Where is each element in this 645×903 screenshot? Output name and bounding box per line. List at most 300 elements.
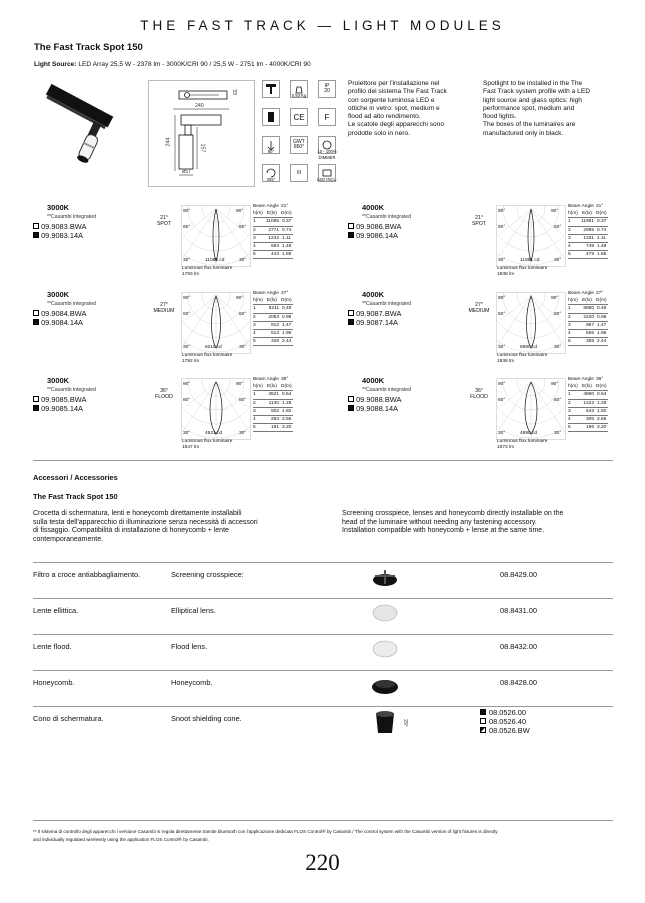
accessory-code xyxy=(500,642,537,651)
col-e: E(lx) xyxy=(267,211,277,217)
code-white xyxy=(348,309,401,318)
dimmer-label: DIMMER xyxy=(318,155,336,160)
cell-h: 2 xyxy=(253,227,256,233)
col-e: E(lx) xyxy=(582,211,592,217)
cell-d: 0.74 xyxy=(597,227,607,233)
color-temp: 4000K xyxy=(362,290,385,299)
divider xyxy=(33,820,613,821)
polar-60-left: 60° xyxy=(183,312,191,317)
table-row xyxy=(568,400,608,408)
table-row xyxy=(253,408,293,416)
product-code: 09.9085.BWA xyxy=(41,395,87,404)
col-h: h(m) xyxy=(253,384,263,390)
polar-30-left: 30° xyxy=(183,345,191,350)
cell-h: 5 xyxy=(568,425,571,431)
light-source-value: LED Array 25,5 W - 2378 lm - 3000K/CRI 90 / 25,5 W - 2751 lm - 4000K/CRI 90 xyxy=(76,61,311,68)
illuminance-table xyxy=(568,376,608,432)
cell-e: 306 xyxy=(585,417,594,423)
acc-it-line: di fissaggio. Compatibilità di installazione di honeycomb + lente xyxy=(33,527,229,535)
cell-h: 4 xyxy=(568,331,571,337)
polar-30-left: 30° xyxy=(183,258,191,263)
cell-d: 0.49 xyxy=(597,306,607,312)
illuminance-table xyxy=(568,290,608,346)
beam-angle-label xyxy=(466,388,492,400)
code-black xyxy=(33,404,83,413)
cell-d: 1.96 xyxy=(597,331,607,337)
product-code: 09.9083.BWA xyxy=(41,222,87,231)
accessory-code-text: 08.0526.BW xyxy=(489,726,530,735)
col-d: D(m) xyxy=(281,298,292,304)
accessory-name-en: Elliptical lens. xyxy=(171,606,216,615)
table-row xyxy=(568,227,608,235)
illuminance-table xyxy=(568,203,608,259)
accessory-code-text: 08.0526.00 xyxy=(489,708,526,717)
beam-header-value: 21° xyxy=(281,204,289,209)
accessory-codes xyxy=(500,570,537,579)
polar-30-right: 30° xyxy=(554,258,562,263)
accessory-image xyxy=(370,566,400,593)
cell-e: 196 xyxy=(585,425,594,431)
cell-d: 0.37 xyxy=(597,219,607,225)
cell-e: 283 xyxy=(270,417,279,423)
beam-header xyxy=(568,376,608,383)
black-swatch xyxy=(33,319,39,325)
polar-30-left: 30° xyxy=(183,431,191,436)
white-swatch xyxy=(348,310,354,316)
ip-rating-icon xyxy=(318,80,336,98)
table-row xyxy=(253,424,293,432)
product-code: 09.9085.14A xyxy=(41,404,83,413)
class-label: III xyxy=(296,169,302,176)
cell-d: 1.48 xyxy=(282,244,292,250)
accessory-row xyxy=(33,634,613,670)
cell-h: 2 xyxy=(568,227,571,233)
beam-degrees: 36° xyxy=(475,388,483,394)
table-header-row xyxy=(253,297,293,305)
led-label: LED INCL. xyxy=(316,177,337,182)
finish-swatch xyxy=(480,718,486,724)
cell-d: 1.11 xyxy=(597,235,606,241)
cell-d: 0.98 xyxy=(597,314,607,320)
flux-value: 1938 lm xyxy=(497,272,515,277)
cell-h: 4 xyxy=(568,244,571,250)
polar-90-left: 90° xyxy=(498,296,506,301)
casambi-note: **Casambi integrated xyxy=(362,301,412,307)
beam-header xyxy=(253,376,293,383)
divider xyxy=(33,460,613,461)
beam-angle-label xyxy=(151,302,177,314)
table-header-row xyxy=(568,210,608,218)
casambi-note: **Casambi integrated xyxy=(47,301,97,307)
beam-header xyxy=(568,290,608,297)
desc-it-line: Proiettore per l'installazione nel xyxy=(348,80,440,87)
white-swatch xyxy=(348,396,354,402)
accessory-codes xyxy=(500,642,537,651)
color-temp: 3000K xyxy=(47,376,70,385)
col-h: h(m) xyxy=(568,211,578,217)
acc-it-line: contemporaneamente. xyxy=(33,535,104,543)
table-row xyxy=(568,218,608,226)
polar-30-right: 30° xyxy=(554,431,562,436)
ip-label: IP xyxy=(324,83,330,89)
variant-block xyxy=(33,376,303,458)
flux-value: 1792 lm xyxy=(182,359,200,364)
cell-e: 749 xyxy=(585,244,594,250)
beam-header xyxy=(568,203,608,210)
footnote xyxy=(33,828,613,843)
product-code: 09.9088.BWA xyxy=(356,395,402,404)
col-d: D(m) xyxy=(596,384,607,390)
table-header-row xyxy=(253,383,293,391)
table-row xyxy=(253,338,293,346)
accessory-code-text: 08.8428.00 xyxy=(500,678,537,687)
polar-30-left: 30° xyxy=(498,431,506,436)
white-swatch xyxy=(348,223,354,229)
casambi-note: **Casambi integrated xyxy=(47,387,97,393)
table-row xyxy=(568,424,608,432)
accessories-subtitle: The Fast Track Spot 150 xyxy=(33,492,118,501)
polar-60-left: 60° xyxy=(498,312,506,317)
cell-h: 5 xyxy=(568,339,571,345)
accessory-name-it: Cono di schermatura. xyxy=(33,714,104,723)
product-title: The Fast Track Spot 150 xyxy=(34,42,143,53)
desc-it-line: ottiche in vetro: spot, medium e xyxy=(348,104,440,112)
description-it xyxy=(348,80,473,138)
cell-d: 2.56 xyxy=(597,417,607,423)
finish-swatch xyxy=(480,727,486,733)
accessory-name-it: Filtro a croce antiabbagliamento. xyxy=(33,570,141,579)
cell-e: 987 xyxy=(585,322,594,328)
accessory-code-text: 08.8432.00 xyxy=(500,642,537,651)
cone-angle: 29° xyxy=(401,719,408,727)
polar-60-left: 60° xyxy=(498,398,506,403)
product-code: 09.9087.14A xyxy=(356,318,398,327)
color-temp: 3000K xyxy=(47,203,70,212)
table-row xyxy=(253,322,293,330)
cell-e: 355 xyxy=(585,339,594,345)
polar-90-right: 90° xyxy=(551,209,559,214)
accessory-name-it: Lente ellittica. xyxy=(33,606,79,615)
cell-e: 912 xyxy=(270,322,279,328)
black-swatch xyxy=(348,405,354,411)
table-row xyxy=(568,305,608,313)
accessory-codes xyxy=(480,708,530,735)
accessory-code-text: 08.0526.40 xyxy=(489,717,526,726)
cell-d: 1.48 xyxy=(597,244,607,250)
beam-header-label: Beam Angle xyxy=(253,204,279,209)
flux-value: 1938 lm xyxy=(497,359,515,364)
polar-90-right: 90° xyxy=(236,296,244,301)
accessory-name-en: Flood lens. xyxy=(171,642,208,651)
cell-e: 181 xyxy=(270,425,279,431)
polar-30-right: 30° xyxy=(239,431,247,436)
cell-d: 1.11 xyxy=(282,235,291,241)
white-swatch xyxy=(33,223,39,229)
cell-d: 1.85 xyxy=(282,252,292,258)
col-e: E(lx) xyxy=(267,298,277,304)
beam-degrees: 36° xyxy=(160,388,168,394)
cell-d: 2.44 xyxy=(597,339,607,345)
light-source xyxy=(34,61,311,68)
accessory-row xyxy=(33,562,613,598)
beam-header xyxy=(253,203,293,210)
code-white xyxy=(348,395,401,404)
fixture-icon xyxy=(262,80,280,98)
product-code: 09.9084.14A xyxy=(41,318,83,327)
cell-d: 1.85 xyxy=(597,252,607,258)
product-code: 09.9088.14A xyxy=(356,404,398,413)
acc-en-line: Screening crosspiece, lenses and honeycomb directly installable on the xyxy=(342,510,564,517)
polar-60-right: 60° xyxy=(239,398,247,403)
accessory-image xyxy=(370,710,400,741)
col-d: D(m) xyxy=(596,211,607,217)
cell-e: 1331 xyxy=(583,235,594,241)
cell-d: 1.92 xyxy=(597,408,607,414)
white-swatch xyxy=(33,310,39,316)
black-swatch xyxy=(33,405,39,411)
acc-en-line: head of the luminaire without needing any fastening accessory. xyxy=(342,518,537,526)
footnote-line: ** Il sistema di controllo degli apparecchi i versione Casambi si regola direttamente tramite bluetooth con l'applicazione dedicata FLOS Control® by Casambi / The control system with the Casambi version of light fixtures is directly xyxy=(33,829,498,834)
cell-d: 0.64 xyxy=(282,392,292,398)
beam-type: SPOT xyxy=(471,221,487,227)
code-black xyxy=(348,231,398,240)
cell-h: 5 xyxy=(253,252,256,258)
polar-60-right: 60° xyxy=(554,225,562,230)
accessory-codes xyxy=(500,606,537,615)
code-white xyxy=(33,309,86,318)
cell-h: 1 xyxy=(568,306,571,312)
beam-angle-label xyxy=(151,388,177,400)
beam-type: SPOT xyxy=(156,221,172,227)
accessory-code-text: 08.8431.00 xyxy=(500,606,537,615)
cell-e: 443 xyxy=(270,252,279,258)
polar-90-left: 90° xyxy=(183,209,191,214)
cell-d: 1.92 xyxy=(282,408,292,414)
cell-e: 513 xyxy=(270,331,279,337)
flux-label: Luminous flux luminaire xyxy=(182,439,233,444)
table-row xyxy=(253,235,293,243)
accessory-row xyxy=(33,598,613,634)
row-divider xyxy=(33,706,613,707)
weight-label: 0,93 Kg xyxy=(291,93,307,98)
casambi-note: **Casambi integrated xyxy=(362,214,412,220)
cell-h: 4 xyxy=(253,417,256,423)
accessory-name-en: Screening crosspiece: xyxy=(171,570,244,579)
cell-e: 479 xyxy=(585,252,594,258)
cell-e: 543 xyxy=(585,408,594,414)
beam-header-value: 27° xyxy=(281,291,289,296)
flux-label: Luminous flux luminaire xyxy=(497,439,548,444)
polar-90-right: 90° xyxy=(236,209,244,214)
light-source-label: Light Source: xyxy=(34,61,77,68)
variant-block xyxy=(348,290,618,372)
beam-angle-label xyxy=(151,215,177,227)
code-black xyxy=(33,231,83,240)
cell-h: 4 xyxy=(253,331,256,337)
table-row xyxy=(568,408,608,416)
polar-60-left: 60° xyxy=(498,225,506,230)
polar-60-right: 60° xyxy=(554,312,562,317)
product-code: 09.9084.BWA xyxy=(41,309,87,318)
code-black xyxy=(348,318,398,327)
accessory-code xyxy=(500,678,537,687)
beam-header-value: 27° xyxy=(596,291,604,296)
gwt-icon xyxy=(290,136,308,154)
beam-header xyxy=(253,290,293,297)
code-black xyxy=(348,404,398,413)
cell-d: 3.20 xyxy=(597,425,607,431)
accessories-text-en xyxy=(342,510,622,536)
accessory-image xyxy=(370,674,400,701)
dim-height: 33 xyxy=(230,89,237,95)
cell-d: 1.28 xyxy=(282,400,292,406)
finish-swatch xyxy=(480,709,486,715)
illuminance-table xyxy=(253,290,293,346)
desc-en-line: flood lights. xyxy=(483,113,517,121)
table-row xyxy=(568,243,608,251)
cell-h: 5 xyxy=(253,339,256,345)
beam-type: MEDIUM xyxy=(468,308,490,314)
table-row xyxy=(568,391,608,399)
cell-h: 3 xyxy=(253,235,256,241)
polar-90-left: 90° xyxy=(183,382,191,387)
cell-h: 2 xyxy=(568,314,571,320)
polar-60-left: 60° xyxy=(183,398,191,403)
table-header-row xyxy=(568,297,608,305)
description-en xyxy=(483,80,613,138)
table-row xyxy=(253,391,293,399)
polar-30-right: 30° xyxy=(239,345,247,350)
desc-en-line: Fast Track system profile with a LED xyxy=(483,88,590,96)
row-divider xyxy=(33,670,613,671)
cell-e: 2771 xyxy=(268,227,279,233)
col-e: E(lx) xyxy=(267,384,277,390)
cell-d: 2.56 xyxy=(282,417,292,423)
table-row xyxy=(253,227,293,235)
cell-e: 2220 xyxy=(583,314,594,320)
cell-e: 11981 xyxy=(581,219,594,225)
product-code: 09.9087.BWA xyxy=(356,309,402,318)
illuminance-table xyxy=(253,376,293,432)
cell-e: 328 xyxy=(270,339,279,345)
cell-h: 3 xyxy=(568,408,571,414)
acc-en-line: Installation compatible with honeycomb + lense at the same time. xyxy=(342,527,545,535)
desc-it-line: flood ad alto rendimento. xyxy=(348,113,421,121)
flux-label: Luminous flux luminaire xyxy=(182,353,233,358)
cell-e: 1222 xyxy=(583,400,594,406)
polar-60-right: 60° xyxy=(239,225,247,230)
cell-d: 3.20 xyxy=(282,425,292,431)
ip-value: 20 xyxy=(324,88,330,94)
desc-it-line: profilo del sistema The Fast Track xyxy=(348,88,447,96)
flux-value: 1793 lm xyxy=(182,272,200,277)
cell-e: 555 xyxy=(585,331,594,337)
cell-e: 11085 xyxy=(266,219,279,225)
table-header-row xyxy=(253,210,293,218)
page-header: THE FAST TRACK — LIGHT MODULES xyxy=(140,18,505,33)
table-row xyxy=(568,322,608,330)
cell-h: 4 xyxy=(568,417,571,423)
code-white xyxy=(348,222,401,231)
angle-label: 90° xyxy=(267,149,275,154)
cell-d: 0.98 xyxy=(282,314,292,320)
beam-header-label: Beam Angle xyxy=(568,377,594,382)
cell-e: 4521 xyxy=(268,392,279,398)
cell-d: 1.47 xyxy=(597,322,607,328)
flux-value: 1673 lm xyxy=(497,445,515,450)
beam-header-label: Beam Angle xyxy=(568,204,594,209)
polar-30-left: 30° xyxy=(498,345,506,350)
cell-h: 2 xyxy=(253,400,256,406)
flux-label: Luminous flux luminaire xyxy=(497,353,548,358)
black-swatch xyxy=(33,232,39,238)
flux-label: Luminous flux luminaire xyxy=(497,266,548,271)
candela-value: 4521 cd xyxy=(205,431,223,436)
cell-h: 1 xyxy=(253,392,256,398)
polar-30-left: 30° xyxy=(498,258,506,263)
beam-degrees: 27° xyxy=(160,302,168,308)
col-h: h(m) xyxy=(568,384,578,390)
table-row xyxy=(568,235,608,243)
table-row xyxy=(253,243,293,251)
col-e: E(lx) xyxy=(582,298,592,304)
col-d: D(m) xyxy=(281,384,292,390)
variant-block xyxy=(348,376,618,458)
flux-label: Luminous flux luminaire xyxy=(182,266,233,271)
table-row xyxy=(568,251,608,259)
desc-it-line: Le scatole degli apparecchi sono xyxy=(348,121,445,129)
cell-d: 0.64 xyxy=(597,392,607,398)
f-mark-icon: F xyxy=(318,108,336,126)
cell-h: 1 xyxy=(568,392,571,398)
black-swatch xyxy=(348,232,354,238)
accessory-code xyxy=(480,726,530,735)
table-row xyxy=(568,338,608,346)
product-code: 09.9086.14A xyxy=(356,231,398,240)
beam-header-value: 21° xyxy=(596,204,604,209)
table-header-row xyxy=(568,383,608,391)
accessory-name-it: Lente flood. xyxy=(33,642,72,651)
cell-e: 4890 xyxy=(583,392,594,398)
row-divider xyxy=(33,634,613,635)
desc-en-line: Spotlight to be installed in the The xyxy=(483,80,583,87)
desc-it-line: prodotte solo in nero. xyxy=(348,129,410,137)
cell-h: 3 xyxy=(568,235,571,241)
beam-degrees: 21° xyxy=(475,215,483,221)
cell-e: 693 xyxy=(270,244,279,250)
polar-90-left: 90° xyxy=(498,382,506,387)
white-swatch xyxy=(33,396,39,402)
color-temp: 4000K xyxy=(362,203,385,212)
polar-90-left: 90° xyxy=(498,209,506,214)
polar-90-left: 90° xyxy=(183,296,191,301)
beam-angle-label xyxy=(466,215,492,227)
gwt-label: GWT 850° xyxy=(293,139,305,150)
col-h: h(m) xyxy=(253,298,263,304)
illuminance-table xyxy=(253,203,293,259)
dim-body: 157 xyxy=(199,143,206,153)
code-white xyxy=(33,222,86,231)
beam-header-label: Beam Angle xyxy=(568,291,594,296)
accessory-code-text: 08.8429.00 xyxy=(500,570,537,579)
beam-header-value: 36° xyxy=(281,377,289,382)
cell-h: 5 xyxy=(253,425,256,431)
candela-value: 8211 cd xyxy=(205,345,222,350)
flux-value: 1547 lm xyxy=(182,445,200,450)
table-row xyxy=(253,218,293,226)
technical-drawing xyxy=(148,80,255,187)
class-iii-icon xyxy=(290,164,308,182)
